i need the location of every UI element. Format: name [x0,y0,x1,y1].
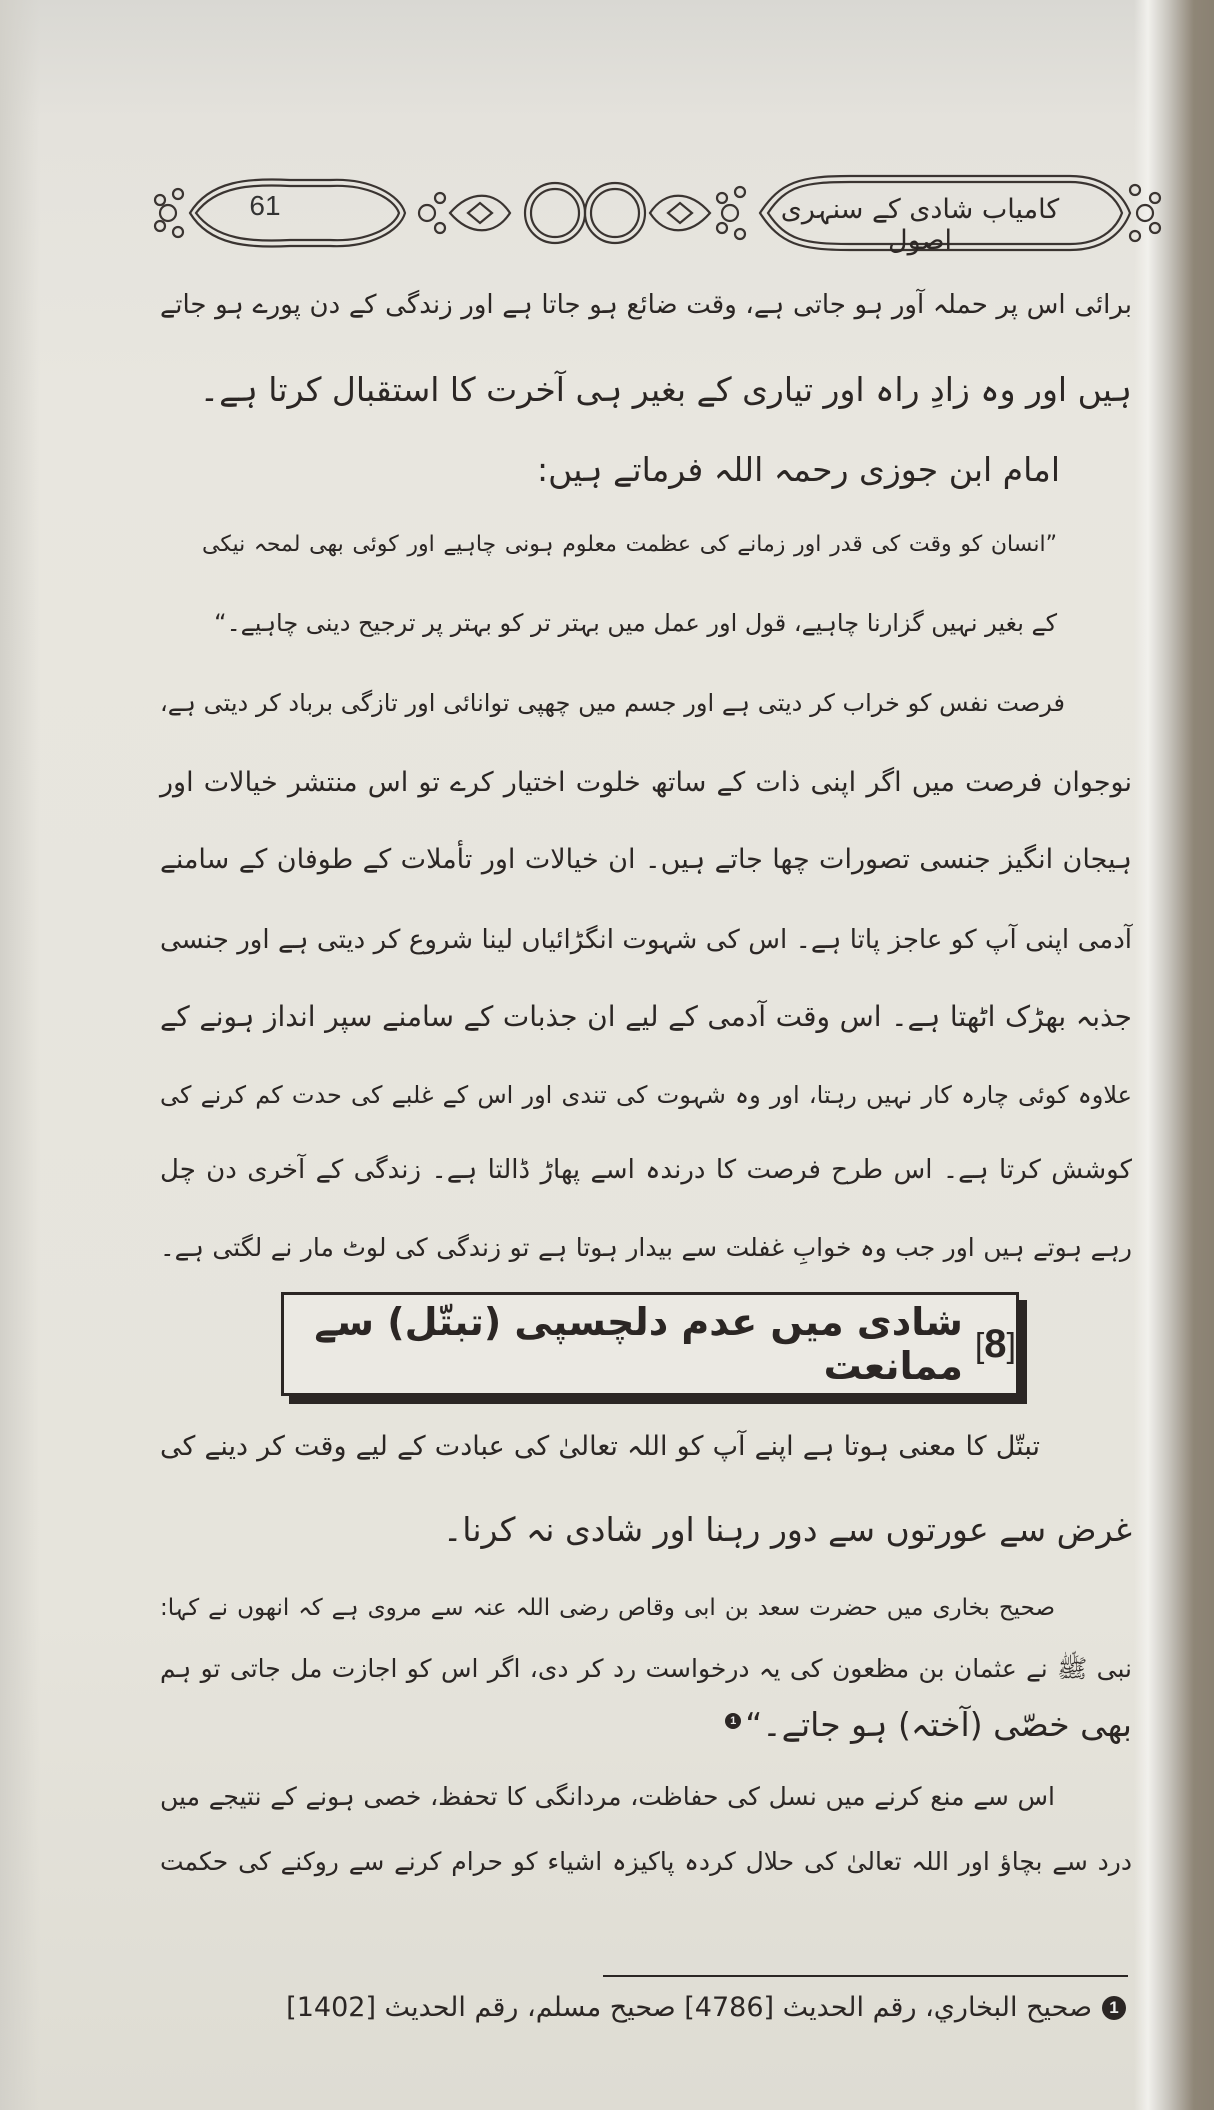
text-line: ہیجان انگیز جنسی تصورات چھا جاتے ہیں۔ ان خیالات اور تأملات کے طوفان کے سامنے [160,844,1132,875]
footnote-marker: 1 [1102,1996,1126,2020]
text-line: تبتّل کا معنی ہوتا ہے اپنے آپ کو اللہ تعالیٰ کی عبادت کے لیے وقت کر دینے کی [160,1431,1040,1462]
text-line: کے بغیر نہیں گزارنا چاہیے، قول اور عمل میں بہتر تر کو بہتر پر ترجیح دینی چاہیے۔“ [214,609,1057,637]
footnote [286,1992,1126,2023]
text-line: اس سے منع کرنے میں نسل کی حفاظت، مردانگی کا تحفظ، خصی ہونے کے نتیجے میں [160,1782,1055,1811]
text-line: ہیں اور وہ زادِ راہ اور تیاری کے بغیر ہی آخرت کا استقبال کرتا ہے۔ [199,370,1132,409]
footnote-divider [603,1975,1128,1977]
text-line: امام ابن جوزی رحمہ اللہ فرماتے ہیں: [537,450,1060,489]
running-title: کامیاب شادی کے سنہری اصول [780,194,1060,256]
text-line: کوشش کرتا ہے۔ اس طرح فرصت کا درندہ اسے پھاڑ ڈالتا ہے۔ زندگی کے آخری دن چل [160,1155,1132,1185]
text-line: نبی ﷺ نے عثمان بن مظعون کی یہ درخواست رد کر دی، اگر اس کو اجازت مل جاتی تو ہم [160,1654,1132,1683]
text-line: درد سے بچاؤ اور اللہ تعالیٰ کی حلال کردہ پاکیزہ اشیاء کو حرام کرنے سے روکنے کی حکمت [160,1847,1132,1876]
text-line: بھی خصّی (آختہ) ہو جاتے۔“1 [160,1703,1132,1747]
section-number: [8] [974,1321,1016,1366]
text-line: علاوہ کوئی چارہ کار نہیں رہتا، اور وہ شہوت کی تندی اور اس کے غلبے کی حدت کم کرنے کی [160,1081,1132,1109]
text-line: جذبہ بھڑک اٹھتا ہے۔ اس وقت آدمی کے لیے ان جذبات کے سامنے سپر انداز ہونے کے [160,1000,1132,1033]
text-line: ”انسان کو وقت کی قدر اور زمانے کی عظمت معلوم ہونی چاہیے اور کوئی بھی لمحہ نیکی [202,532,1057,557]
page-number: 61 [249,190,281,221]
text-line: آدمی اپنی آپ کو عاجز پاتا ہے۔ اس کی شہوت انگڑائیاں لینا شروع کر دیتی ہے اور جنسی [160,925,1132,955]
page-shadow-left [0,0,40,2110]
text-line: غرض سے عورتوں سے دور رہنا اور شادی نہ کرنا۔ [442,1510,1132,1549]
text-line: صحیح بخاری میں حضرت سعد بن ابی وقاص رضی اللہ عنہ سے مروی ہے کہ انھوں نے کہا: [160,1595,1055,1621]
section-title: شادی میں عدم دلچسپی (تبتّل) سے ممانعت [314,1300,963,1388]
footnote-text: صحیح البخاري، رقم الحدیث [4786] صحیح مسلم، رقم الحدیث [1402] [286,1992,1092,2023]
page-edge [1134,0,1214,2110]
text-line: فرصت نفس کو خراب کر دیتی ہے اور جسم میں چھپی توانائی اور تازگی برباد کر دیتی ہے، [160,689,1065,717]
text-line: رہے ہوتے ہیں اور جب وہ خوابِ غفلت سے بیدار ہوتا ہے تو زندگی کی لوٹ مار نے لگتی ہے۔ [160,1233,1132,1262]
footnote-reference[interactable]: 1 [725,1713,741,1729]
section-heading-box [281,1292,1019,1396]
text-line: نوجوان فرصت میں اگر اپنی ذات کے ساتھ خلوت اختیار کرے تو اس منتشر خیالات اور [160,767,1132,798]
text-line: برائی اس پر حملہ آور ہو جاتی ہے، وقت ضائع ہو جاتا ہے اور زندگی کے دن پورے ہو جاتے [160,290,1132,320]
